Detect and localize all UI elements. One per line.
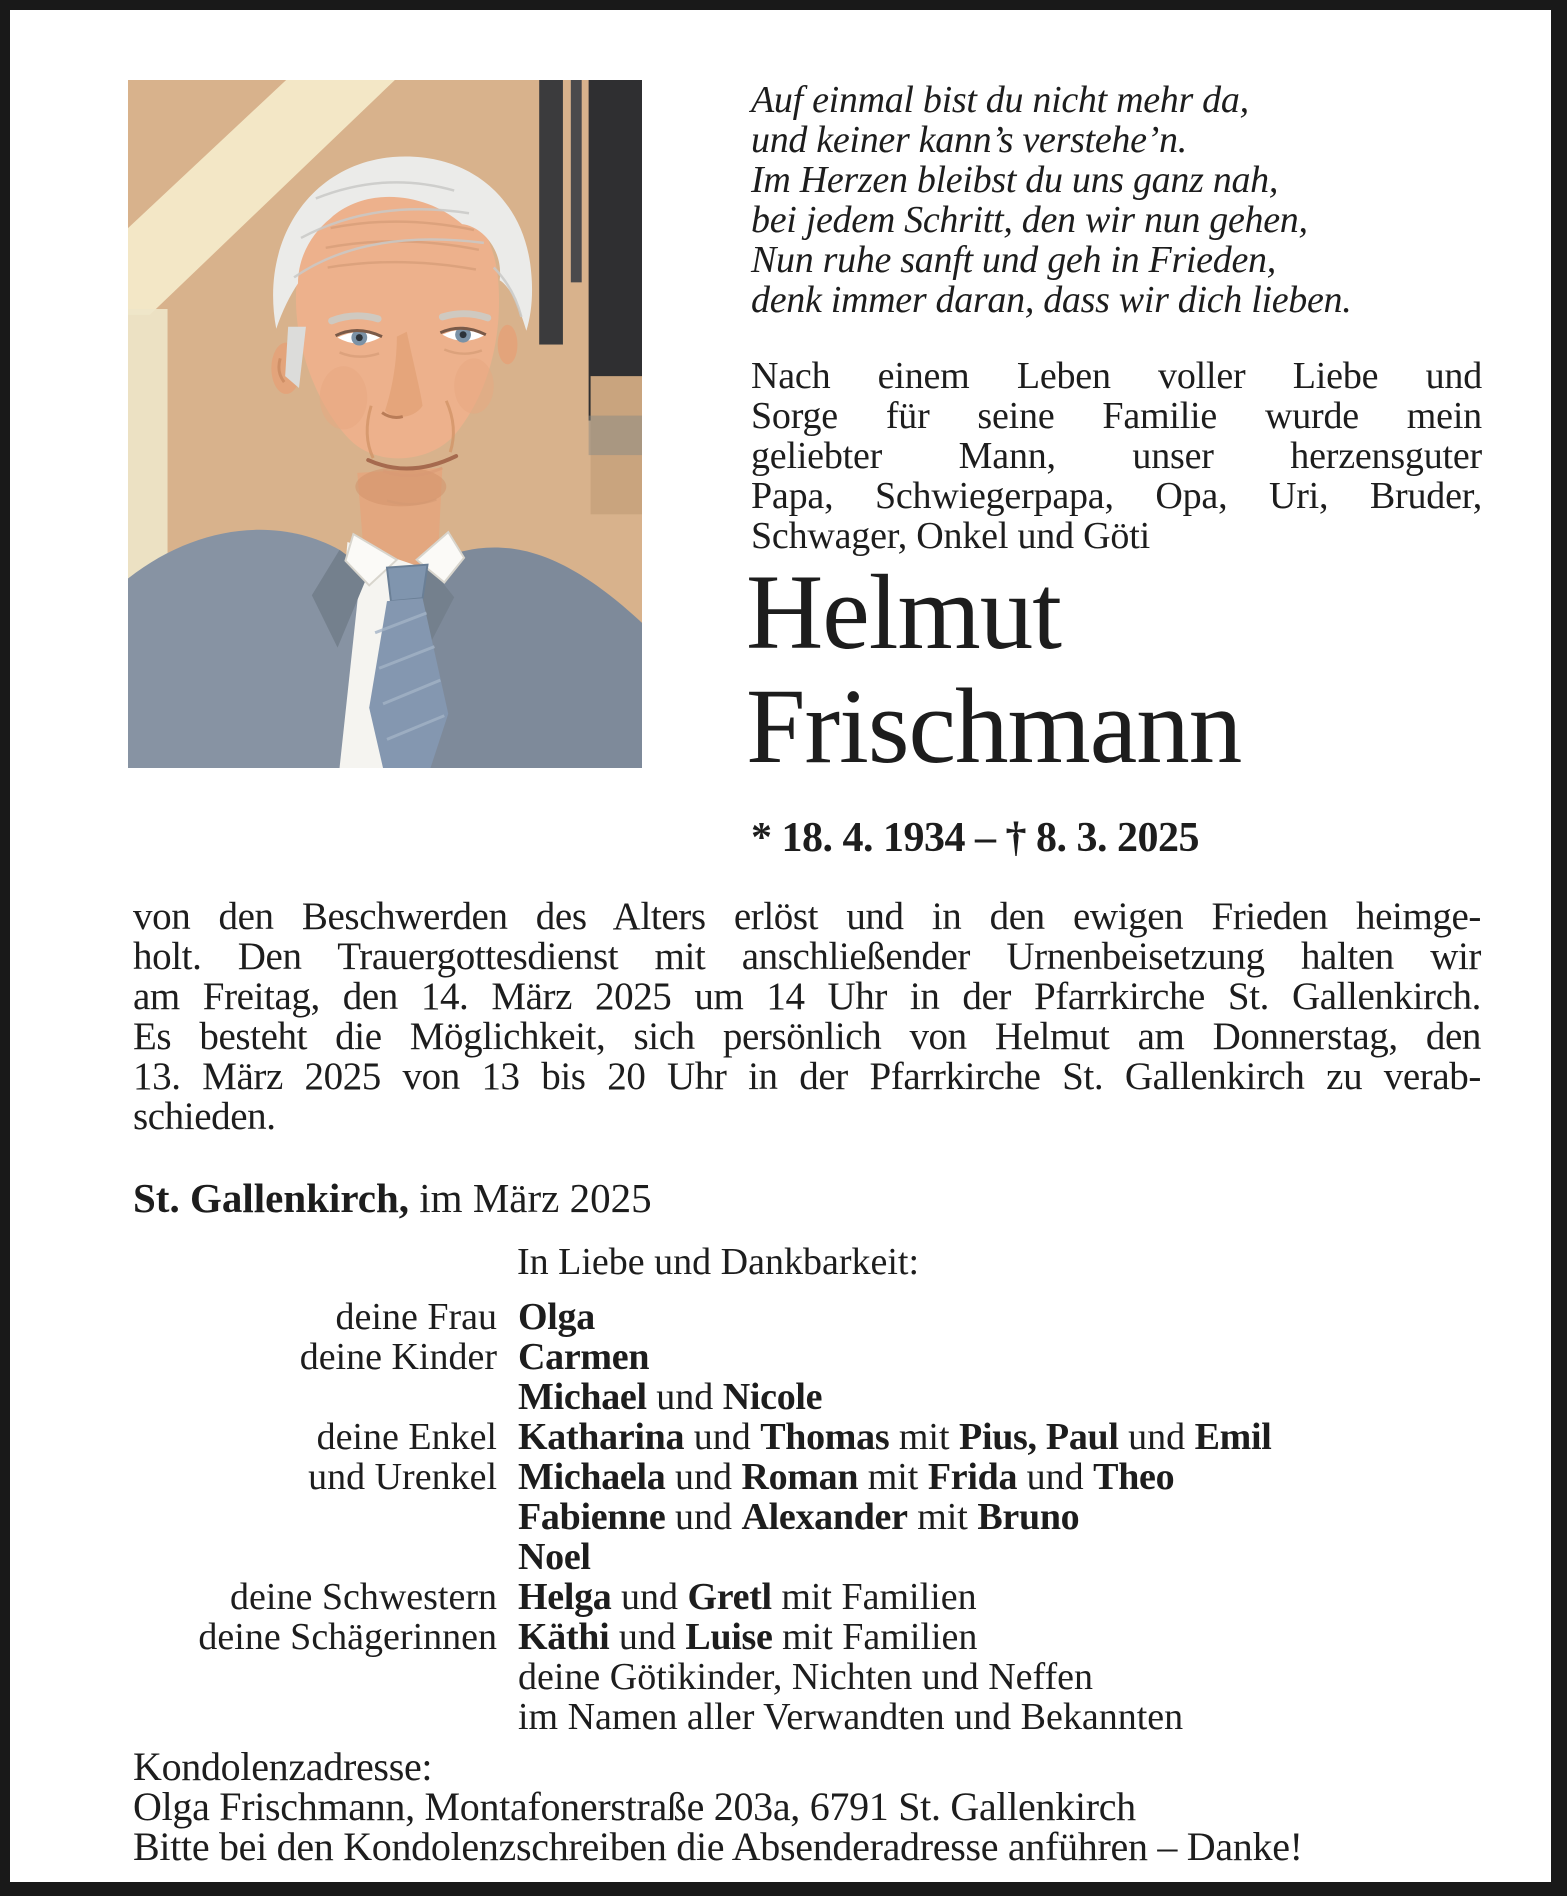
memorial-poem [751,80,1482,320]
mourner-row [133,1697,1481,1737]
mourner-row [133,1297,1481,1337]
intro-line: Schwager, Onkel und Göti [751,515,1150,557]
mourner-relation-label [133,1497,497,1537]
announcement-line: Es besteht die Möglichkeit, sich persönlich von Helmut am Donnerstag, den [133,1015,1481,1058]
closing-line: In Liebe und Dankbarkeit: [517,1241,920,1283]
mourner-names: Käthi und Luise mit Familien [518,1616,978,1658]
intro-line: Sorge für seine Familie wurde mein [751,395,1482,437]
mourner-names: deine Götikinder, Nichten und Neffen [518,1656,1093,1698]
mourner-names: Olga [518,1296,595,1338]
place-date-line [133,1176,652,1220]
mourner-relation-label: deine Schwestern [230,1576,497,1618]
mourner-row [133,1417,1481,1457]
mourner-relation-label [133,1537,497,1577]
mourner-names: Noel [518,1536,591,1578]
condolence-address-block [133,1744,1533,1869]
mourner-names: Michael und Nicole [518,1376,823,1418]
mourner-row [133,1657,1481,1697]
mourner-row [133,1617,1481,1657]
announcement-line: schieden. [133,1095,276,1138]
mourner-names: im Namen aller Verwandten und Bekannten [518,1696,1184,1738]
mourner-row [133,1337,1481,1377]
intro-paragraph [751,356,1482,556]
poem-line: bei jedem Schritt, den wir nun gehen, [751,199,1308,241]
mourner-relation-label [133,1697,497,1737]
mourner-row [133,1497,1481,1537]
announcement-line: am Freitag, den 14. März 2025 um 14 Uhr in der Pfarrkirche St. Gallenkirch. [133,975,1481,1018]
mourner-names: Katharina und Thomas mit Pius, Paul und Emil [518,1416,1272,1458]
life-dates: * 18. 4. 1934 – † 8. 3. 2025 [751,815,1199,861]
announcement-line: 13. März 2025 von 13 bis 20 Uhr in der Pfarrkirche St. Gallenkirch zu verab- [133,1055,1481,1098]
mourner-relation-label: und Urenkel [308,1456,497,1498]
mourner-names: Fabienne und Alexander mit Bruno [518,1496,1080,1538]
portrait-photo [128,80,642,768]
deceased-last-name: Frischmann [746,668,1242,786]
poem-line: Nun ruhe sanft und geh in Frieden, [751,239,1276,281]
condolence-line: Kondolenzadresse: [133,1744,433,1789]
mourner-relation-label [133,1657,497,1697]
intro-line: geliebter Mann, unser herzensguter [751,435,1482,477]
place-name: St. Gallenkirch, [133,1175,410,1221]
mourner-relation-label: deine Frau [335,1296,497,1338]
intro-line: Nach einem Leben voller Liebe und [751,355,1482,397]
poem-line: denk immer daran, dass wir dich lieben. [751,279,1352,321]
announcement-line: von den Beschwerden des Alters erlöst und in den ewigen Frieden heimge- [133,895,1481,938]
mourner-names: Helga und Gretl mit Familien [518,1576,977,1618]
portrait-illustration [128,80,642,768]
mourner-relation-label: deine Schägerinnen [198,1616,497,1658]
condolence-line: Bitte bei den Kondolenzschreiben die Absenderadresse anführen – Danke! [133,1824,1303,1869]
poem-line: und keiner kann’s verstehe’n. [751,119,1187,161]
place-date-rest: im März 2025 [409,1175,652,1221]
announcement-line: holt. Den Trauergottesdienst mit anschließender Urnenbeisetzung halten wir [133,935,1481,978]
poem-line: Auf einmal bist du nicht mehr da, [751,79,1249,121]
poem-line: Im Herzen bleibst du uns ganz nah, [751,159,1279,201]
mourner-row [133,1377,1481,1417]
mourner-names: Carmen [518,1336,650,1378]
intro-line: Papa, Schwiegerpapa, Opa, Uri, Bruder, [751,475,1482,517]
mourner-relation-label: deine Enkel [316,1416,497,1458]
mourner-row [133,1457,1481,1497]
mourners-list [133,1297,1481,1737]
mourner-names: Michaela und Roman mit Frida und Theo [518,1456,1175,1498]
mourner-relation-label: deine Kinder [299,1336,497,1378]
deceased-first-name: Helmut [746,554,1061,672]
condolence-line: Olga Frischmann, Montafonerstraße 203a, 6791 St. Gallenkirch [133,1784,1136,1829]
deceased-name [746,556,1241,784]
announcement-paragraph [133,897,1481,1137]
mourner-row [133,1577,1481,1617]
mourner-row [133,1537,1481,1577]
mourner-relation-label [133,1377,497,1417]
